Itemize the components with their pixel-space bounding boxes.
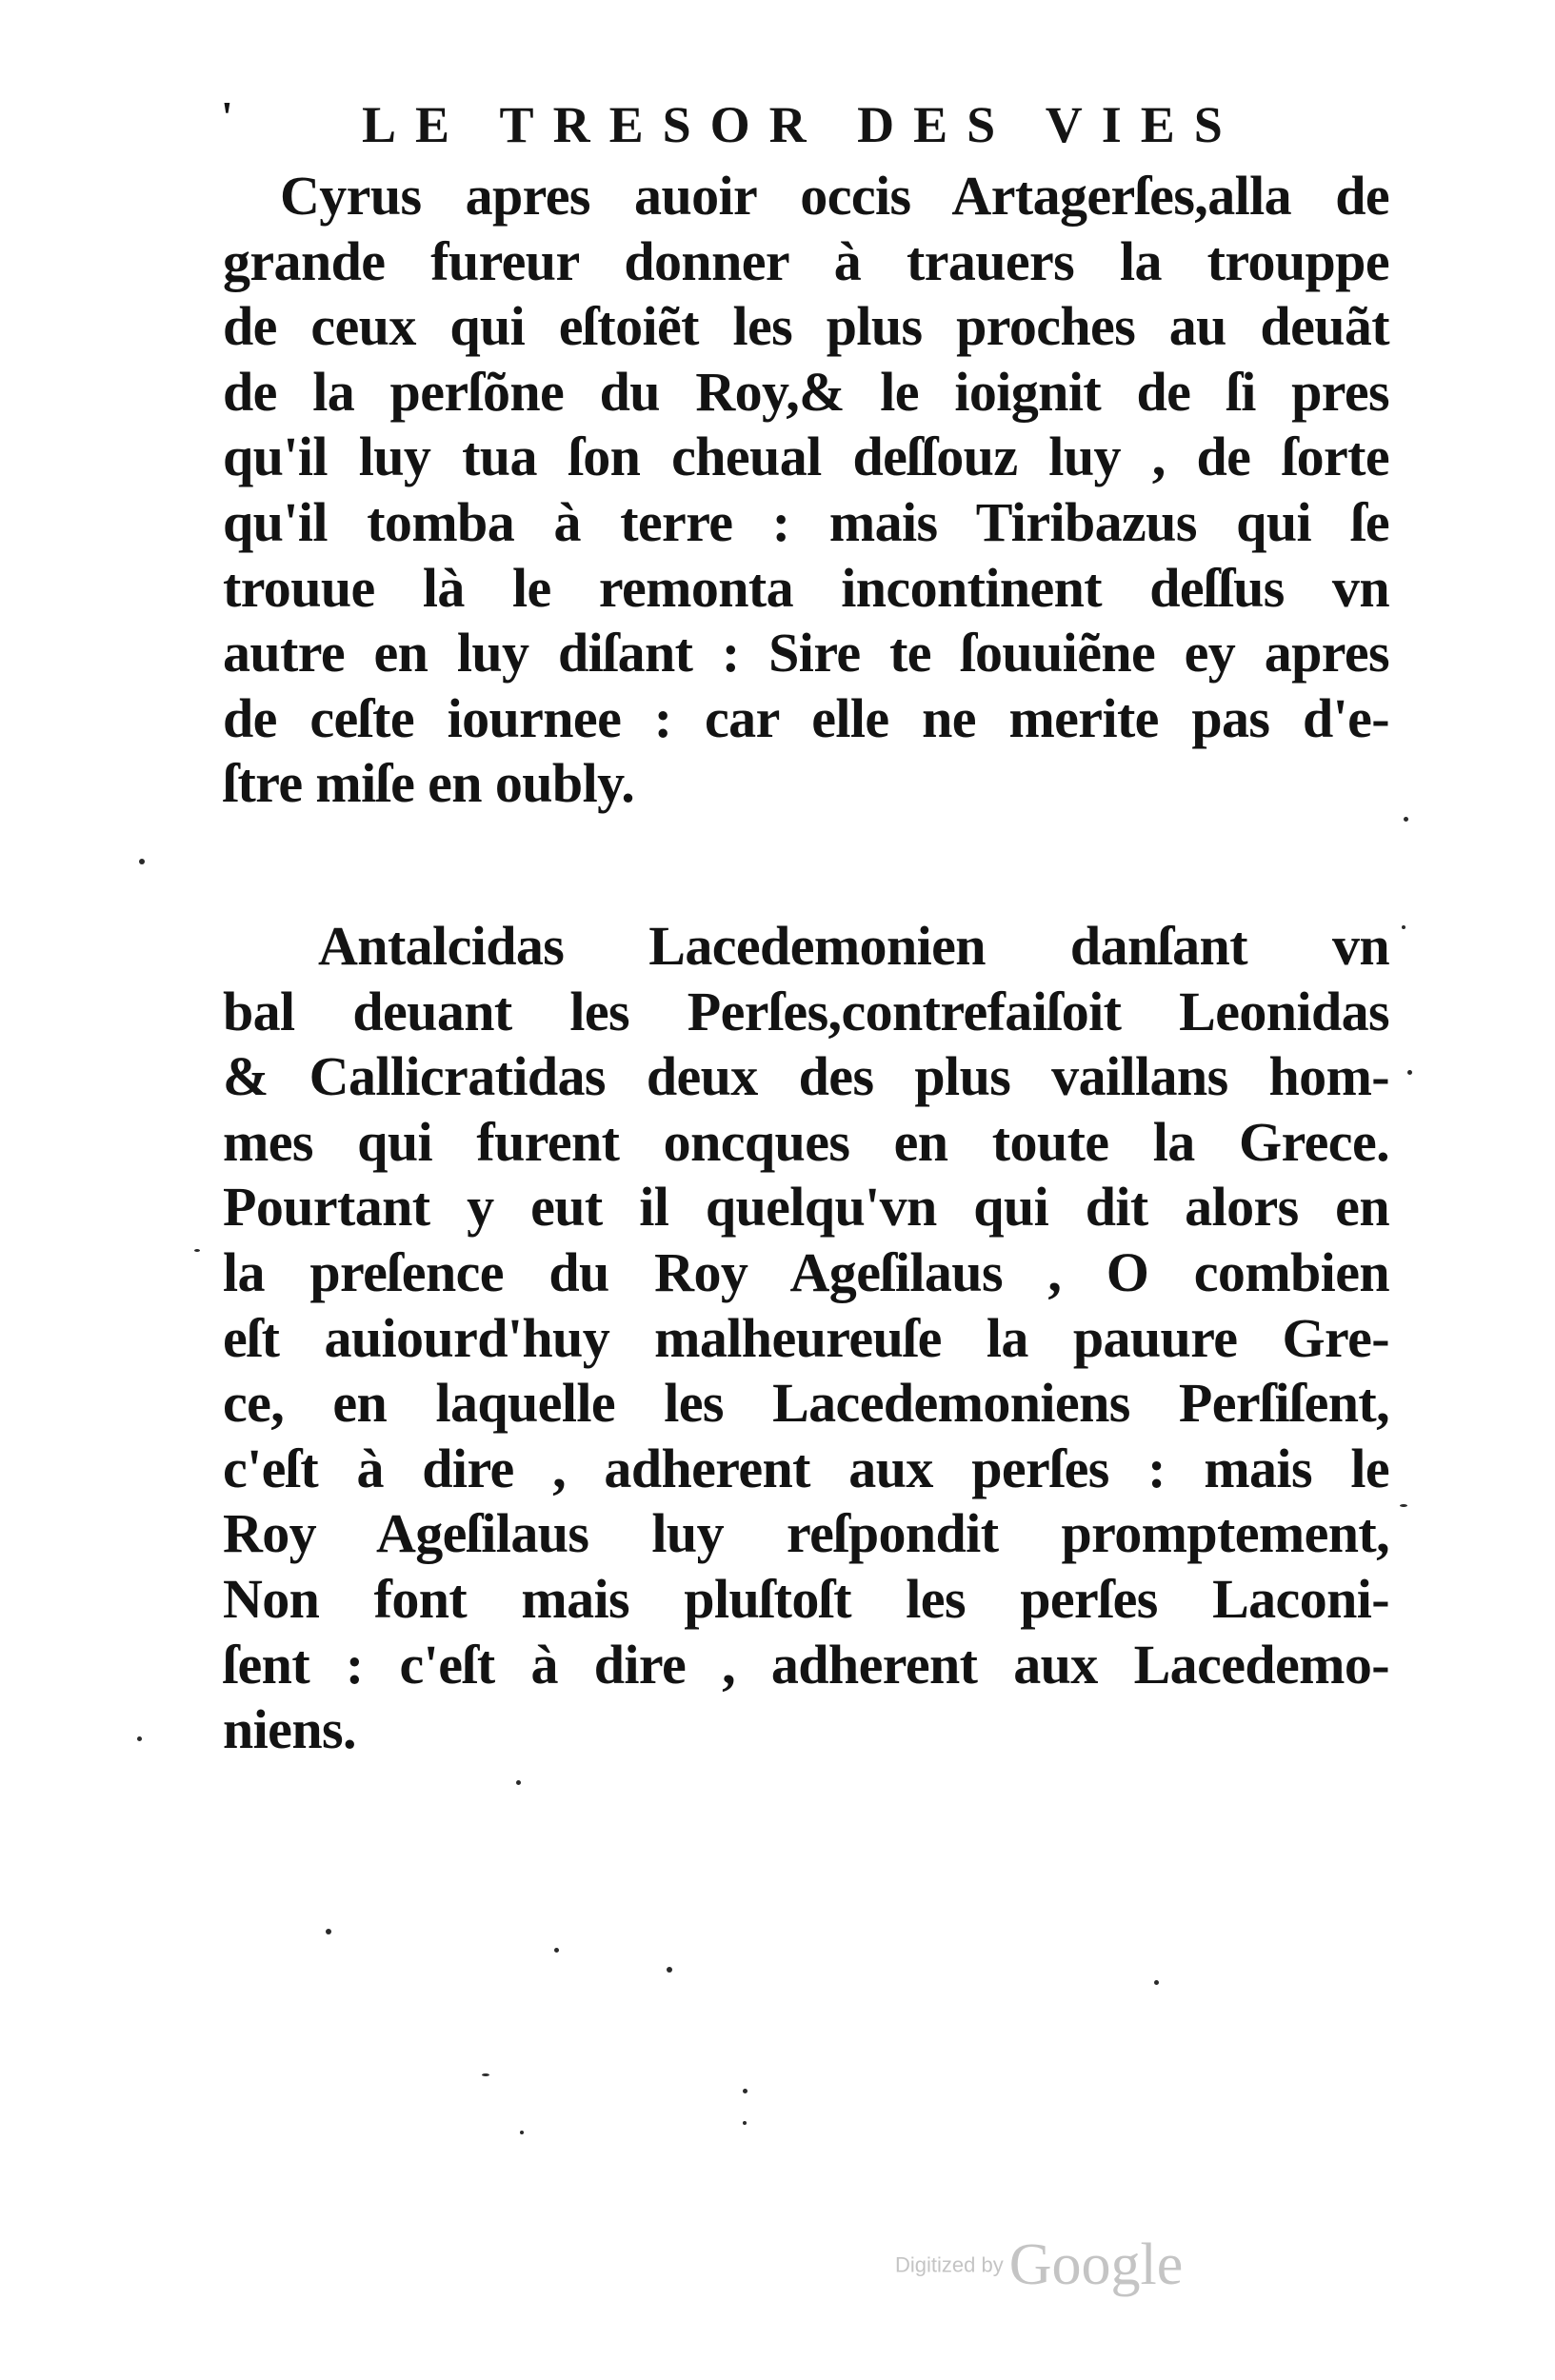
text-line: Cyrus apres auoir occis Artagerſes,alla de [280,165,1389,227]
scan-speck [1402,925,1405,929]
scan-speck [139,859,145,864]
scan-speck [1404,817,1408,822]
scan-speck [554,1948,559,1953]
scan-speck [482,2073,489,2076]
paragraph-antalcidas [223,914,1389,1763]
page-corner-mark: ' [221,92,233,141]
scan-speck [1407,1070,1412,1075]
running-head: LE TRESOR DES VIES [362,96,1242,153]
scan-speck [667,1967,672,1973]
text-line: ſtre miſe en oubly. [223,752,635,815]
scan-speck [194,1249,200,1252]
text-line: niens. [223,1698,356,1761]
text-line: la preſence du Roy Ageſilaus , O combien [223,1240,1389,1303]
scan-speck [520,2131,524,2134]
text-line: ſent : c'eſt à dire , adherent aux Lacedemo- [223,1633,1389,1696]
text-line: autre en luy diſant : Sire te ſouuiẽne ey apres [223,622,1389,684]
text-line: ce, en laquelle les Lacedemoniens Perſiſent, [223,1372,1389,1435]
text-line: Antalcidas Lacedemonien danſant vn [318,915,1389,977]
google-logo: Google [1008,2232,1184,2297]
scan-speck [1154,1980,1159,1985]
digitized-watermark [895,2231,1183,2299]
text-line: eſt auiourd'huy malheureuſe la pauure Gre- [223,1306,1389,1369]
text-line: qu'il luy tua ſon cheual deſſouz luy , de ſorte [223,426,1389,488]
watermark-prefix: Digitized by [895,2252,1004,2277]
text-line: grande fureur donner à trauers la trouppe [223,229,1389,292]
text-line: & Callicratidas deux des plus vaillans hom- [223,1045,1389,1108]
paragraph-cyrus [223,164,1389,817]
scan-speck [1400,1504,1407,1507]
text-line: trouue là le remonta incontinent deſſus vn [223,556,1389,619]
scan-speck [743,2089,748,2093]
text-line: Pourtant y eut il quelqu'vn qui dit alors en [223,1176,1389,1239]
text-line: qu'il tomba à terre : mais Tiribazus qui ſe [223,490,1389,553]
scan-speck [137,1736,142,1741]
text-line: de ceſte iournee : car elle ne merite pas d'e- [223,686,1389,749]
scan-speck [516,1780,521,1785]
text-line: c'eſt à dire , adherent aux perſes : mais le [223,1437,1389,1499]
text-line: bal deuant les Perſes,contrefaiſoit Leonidas [223,980,1389,1042]
text-line: Roy Ageſilaus luy reſpondit promptement, [223,1502,1389,1565]
text-line: mes qui furent oncques en toute la Grece. [223,1110,1389,1173]
scan-speck [326,1929,331,1934]
text-line: Non font mais pluſtoſt les perſes Laconi- [223,1567,1389,1630]
text-line: de la perſõne du Roy,& le ioignit de ſi pres [223,360,1389,423]
text-line: de ceux qui eſtoiẽt les plus proches au deuãt [223,295,1389,358]
scan-speck [743,2121,747,2125]
